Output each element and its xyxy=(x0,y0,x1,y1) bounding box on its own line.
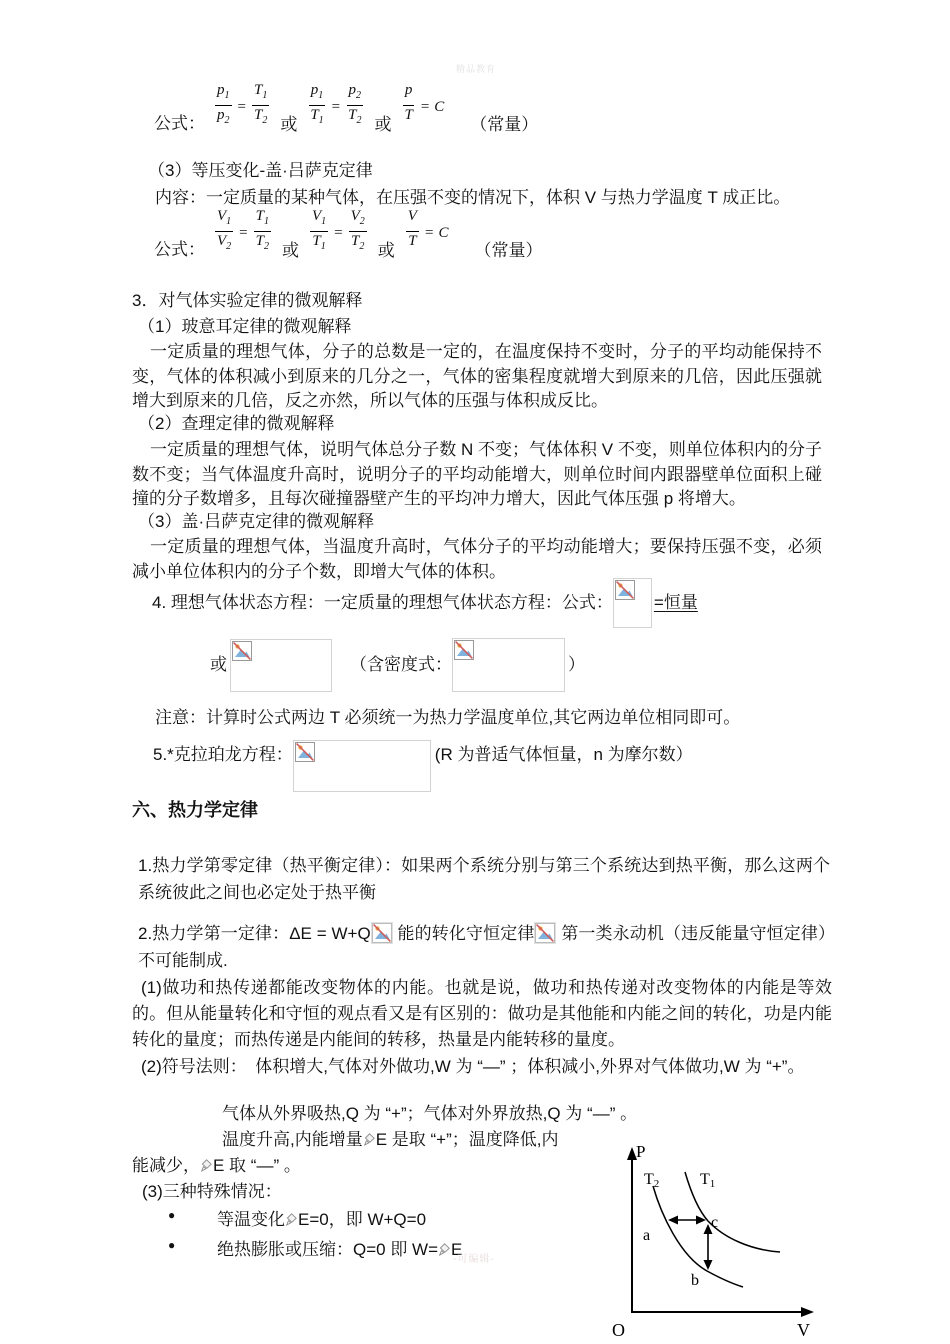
or-word: 或 xyxy=(374,115,392,134)
boyle-heading: （1）玻意耳定律的微观解释 xyxy=(138,317,352,336)
bullet-icon: ● xyxy=(168,1208,176,1222)
energy-decrease-text-a: 能减少， xyxy=(132,1156,200,1175)
arrowhead-left xyxy=(668,1216,678,1225)
density-open-text: （含密度式： xyxy=(350,655,452,674)
state-equation-text: 4. 理想气体状态方程：一定质量的理想气体状态方程：公式： xyxy=(152,593,613,612)
equals-constant-text: =恒量 xyxy=(653,593,698,612)
volume-law-formula xyxy=(154,210,542,262)
fraction: $\frac{T_1}{T_2}$ xyxy=(255,208,269,252)
first-law-text-a: 2.热力学第一定律：ΔE = W+Q xyxy=(138,924,371,943)
bullet-adiabatic xyxy=(168,1235,462,1260)
fraction: $\frac{V}{T}$ xyxy=(407,208,417,249)
adiabatic-text-a: 绝热膨胀或压缩：Q=0 即 W= xyxy=(217,1240,439,1259)
fraction: $\frac{p_1}{p_2}$ xyxy=(217,82,230,126)
isothermal-text-b: E=0，即 W+Q=0 xyxy=(298,1210,427,1229)
equals-sign: = xyxy=(239,225,248,241)
v-axis-label: V xyxy=(797,1320,810,1340)
fraction: $\frac{p}{T}$ xyxy=(404,82,413,123)
gay-micro-paragraph: 一定质量的理想气体，当温度升高时，气体分子的平均动能增大；要保持压强不变，必须减小单位体积内的分子个数，即增大气体的体积。 xyxy=(132,537,822,581)
t1-label: T1 xyxy=(700,1171,716,1190)
constant-symbol: C xyxy=(438,225,449,241)
energy-decrease-text-b: E 取 “—” 。 xyxy=(213,1156,301,1175)
note-line: 注意：计算时公式两边 T 必须统一为热力学温度单位,其它两边单位相同即可。 xyxy=(155,708,741,727)
arrowhead-down xyxy=(704,1260,713,1270)
density-close-text: ） xyxy=(568,655,585,674)
delta-symbol-icon xyxy=(364,1133,375,1146)
temperature-line xyxy=(222,1130,559,1150)
delta-symbol-icon xyxy=(201,1159,212,1172)
formula-label: 公式： xyxy=(154,240,205,259)
boyle-paragraph: 一定质量的理想气体，分子的总数是一定的，在温度保持不变时，分子的平均动能保持不变，气体的体积减小到原来的几分之一，气体的密集程度就增大到原来的几倍，因此压强就增大到原来的几倍，反之亦然，所以气体的压强与体积成反比。 xyxy=(132,342,822,410)
first-law-text-c: 第一类永动机（违反能量守恒定律）不可能制成. xyxy=(138,924,835,970)
broken-image-icon xyxy=(615,580,635,600)
formula-image-placeholder xyxy=(230,639,332,692)
sign-rule-paragraph: (2)符号法则： 体积增大,气体对外做功,W 为 “—” ；体积减小,外界对气体做功,W 为 “+”。 xyxy=(141,1057,805,1076)
alternative-formula-line xyxy=(210,638,585,692)
t2-label: T2 xyxy=(644,1171,660,1190)
or-word: 或 xyxy=(281,241,299,260)
broken-image-icon xyxy=(534,922,556,944)
constant-symbol: C xyxy=(434,99,445,115)
clapeyron-line xyxy=(153,740,693,792)
origin-label: O xyxy=(612,1320,625,1340)
zeroth-law-paragraph: 1.热力学第零定律（热平衡定律）：如果两个系统分别与第三个系统达到热平衡，那么这两个系统彼此之间也必定处于热平衡 xyxy=(138,856,830,902)
gay-micro-heading: （3）盖·吕萨克定律的微观解释 xyxy=(138,512,375,531)
broken-image-icon xyxy=(232,641,252,661)
fraction: $\frac{V_2}{T_2}$ xyxy=(350,208,365,252)
pressure-law-formula xyxy=(154,84,538,136)
equals-sign: = xyxy=(331,99,341,115)
fraction: $\frac{p_1}{T_1}$ xyxy=(310,82,324,126)
work-heat-paragraph: (1)做功和热传递都能改变物体的内能。也就是说，做功和热传递对改变物体的内能是等效的。但从能量转化和守恒的观点看又是有区别的：做功是其他能和内能之间的转化，功是内能转化的量度；而热传递是内能间的转移，热量是内能转移的量度。 xyxy=(132,978,832,1049)
temperature-text-b: E 是取 “+”；温度降低,内 xyxy=(375,1130,559,1149)
or-word: 或 xyxy=(377,241,395,260)
clapeyron-suffix: (R 为普适气体恒量，n 为摩尔数） xyxy=(434,745,693,764)
or-word: 或 xyxy=(280,115,298,134)
formula-image-placeholder xyxy=(293,740,431,792)
equals-sign: = xyxy=(424,225,434,241)
equals-sign: = xyxy=(237,99,246,115)
bullet-isothermal xyxy=(168,1205,426,1230)
delta-symbol-icon xyxy=(286,1213,297,1226)
broken-image-icon xyxy=(371,922,393,944)
v-axis-arrowhead xyxy=(801,1307,814,1317)
energy-decrease-line xyxy=(132,1156,301,1176)
bullet-icon: ● xyxy=(168,1238,176,1252)
watermark-top: 精品教育 xyxy=(456,64,497,74)
thermo-section-heading: 六、热力学定律 xyxy=(132,800,258,820)
fraction: $\frac{V_1}{T_1}$ xyxy=(311,208,327,252)
constant-note: （常量） xyxy=(474,241,543,260)
charles-paragraph: 一定质量的理想气体，说明气体总分子数 N 不变；气体体积 V 不变，则单位体积内的分子数不变；当气体温度升高时，说明分子的平均动能增大，则单位时间内跟器壁单位面积上碰撞的分子数增多，且每次碰撞器壁产生的平均冲力增大，因此气体压强 p 将增大。 xyxy=(132,440,822,508)
gay-lussac-heading: （3）等压变化-盖·吕萨克定律 xyxy=(148,161,373,180)
three-cases-heading: (3)三种特殊情况： xyxy=(142,1182,282,1201)
point-c-label: c xyxy=(711,1214,719,1231)
delta-symbol-icon xyxy=(439,1243,450,1256)
isothermal-text-a: 等温变化 xyxy=(217,1210,285,1229)
formula-image-placeholder xyxy=(452,638,565,692)
micro-heading: 3．对气体实验定律的微观解释 xyxy=(132,291,363,310)
temperature-text-a: 温度升高,内能增量 xyxy=(222,1130,363,1149)
equals-sign: = xyxy=(420,99,430,115)
constant-note: （常量） xyxy=(470,115,539,134)
point-b-label: b xyxy=(691,1272,699,1289)
fraction: $\frac{p_2}{T_2}$ xyxy=(348,82,362,126)
formula-label: 公式： xyxy=(154,114,205,133)
broken-image-icon xyxy=(454,640,474,660)
clapeyron-prefix: 5.*克拉珀龙方程： xyxy=(153,745,293,764)
p-axis-label: P xyxy=(636,1142,646,1161)
state-equation-line xyxy=(152,578,698,628)
equals-sign: = xyxy=(334,225,343,241)
gay-lussac-content: 内容：一定质量的某种气体，在压强不变的情况下，体积 V 与热力学温度 T 成正比。 xyxy=(155,188,791,207)
formula-image-placeholder xyxy=(613,578,652,628)
watermark-bottom: -可编辑- xyxy=(453,1254,495,1265)
charles-heading: （2）查理定律的微观解释 xyxy=(138,414,335,433)
broken-image-icon xyxy=(295,742,315,762)
pv-diagram xyxy=(590,1140,890,1344)
fraction: $\frac{T_1}{T_2}$ xyxy=(253,82,268,126)
first-law-text-b: 能的转化守恒定律 xyxy=(392,924,535,943)
or-word: 或 xyxy=(210,655,227,674)
first-law-paragraph xyxy=(138,920,835,974)
fraction: $\frac{V_1}{V_2}$ xyxy=(217,208,232,252)
heat-exchange-line: 气体从外界吸热,Q 为 “+”；气体对外界放热,Q 为 “—” 。 xyxy=(222,1104,638,1123)
point-a-label: a xyxy=(643,1227,651,1244)
adiabatic-text-b: E xyxy=(451,1240,463,1259)
